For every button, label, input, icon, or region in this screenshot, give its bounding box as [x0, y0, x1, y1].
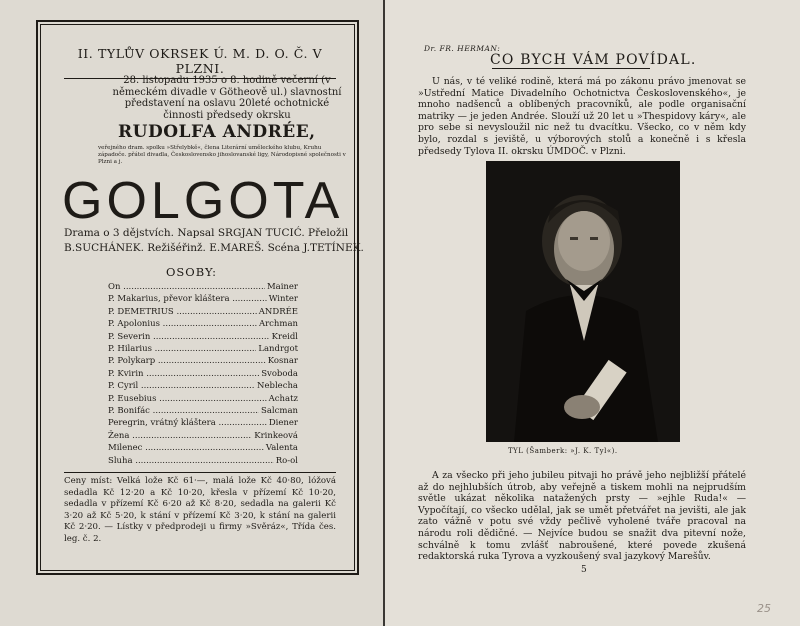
- play-credits-line-1: Drama o 3 dějstvích. Napsal SRGJAN TUCIĆ. Přeložil: [64, 227, 349, 239]
- cast-actor: Ro-ol: [275, 455, 298, 466]
- cast-row: [108, 343, 298, 355]
- cast-role: P. Severin .....: [108, 331, 270, 343]
- cast-row: [108, 455, 298, 467]
- article-paragraph-2: A za všecko při jeho jubileu pitvaji ho právě jeho nejbližší přátelé až do nejhlubších útrob, aby veřejně a tiskem mohli na nejprudším světle ukázat několika natažených prsty — »ejhle Ruda!« — Vypočítají, co všecko udělal, jak se umět přetvářet na jevišti, ale jak zato vážně v potu své vždy pečlivě vyholené tváře pracoval na národu roli dědičné. — Nejvíce budou se snažit dva pitevní nože, schválně k tomu zvlášť nabroušené, které povede zkušená redaktorská ruka Tyrova a vyzkoušený sval jazykový Marešův.: [418, 470, 746, 563]
- cast-role: P. Hilarius .....: [108, 343, 256, 355]
- cast-role: Peregrin, vrátný kláštera .....: [108, 417, 267, 429]
- cast-row: [108, 281, 298, 293]
- cast-actor: Salcman: [261, 406, 298, 417]
- cast-row: [108, 355, 298, 367]
- ticket-prices: Ceny míst: Velká lože Kč 61·—, malá lože Kč 40·80, lóžová sedadla Kč 12·20 a Kč 10·20, křesla v přízemí Kč 10·20, sedadla v přízemí Kč 6·20 až Kč 8·20, sedadla na galerii Kč 3·20 až Kč 5·20, k stání v přízemí Kč 3·20, k stání na galerii Kč 2·20. — Lístky v předprodeji u firmy »Svěráz«, Třída čes. leg. č. 2.: [64, 472, 336, 546]
- cast-row: [108, 293, 298, 305]
- cast-row: [108, 306, 298, 318]
- cast-role: P. DEMETRIUS .....: [108, 306, 257, 318]
- poster-intro: 28. listopadu 1935 o 8. hodině večerní (v německém divadle v Götheově ul.) slavnostní představení na oslavu 20leté ochotnické činnosti předsedy okrsku: [112, 75, 342, 121]
- cast-row: [108, 442, 298, 454]
- cast-row: [108, 368, 298, 380]
- cast-actor: Valenta: [265, 443, 298, 454]
- article-paragraph-1: U nás, v té veliké rodině, která má po zákonu právo jmenovat se »Ustřední Matice Divadelního Ochotnictva Československého«, je mnoho nadšenců a oblíbených pracovníků, ale podle organisační matriky — je jeden Andrée. Slouží už 20 let u »Thespidovy káry«, ale pro sebe si nevysloužil nic než tu dvacítku. Všecko, co v něm kdy bylo, rozdal s jeviště, u výborových stolů a konečně i s křesla předsedy Tylova II. okrsku ÚMDOČ. v Plzni.: [418, 76, 746, 157]
- cast-role: Milenec .....: [108, 442, 264, 454]
- cast-role: P. Apolonius .....: [108, 318, 257, 330]
- cast-actor: Neblecha: [257, 381, 298, 392]
- article-title: CO BYCH VÁM POVÍDAL.: [490, 52, 697, 68]
- cast-actor: Mainer: [266, 282, 298, 292]
- cast-row: [108, 380, 298, 392]
- cast-actor: Diener: [268, 418, 298, 429]
- portrait-illustration: [486, 161, 680, 442]
- cast-actor: Archman: [258, 319, 298, 330]
- photo-caption: TYL (Šamberk: »J. K. Tyl«).: [508, 447, 618, 455]
- article-author: Dr. FR. HERMAN:: [424, 44, 501, 53]
- cast-actor: Kosnar: [267, 356, 298, 367]
- cast-role: P. Polykarp .....: [108, 355, 266, 367]
- cast-list: [108, 281, 298, 467]
- cast-row: [108, 417, 298, 429]
- cast-role: Sluha .....: [108, 455, 274, 467]
- honoree-affiliations: veřejného dram. spolku »Střelybkě«, člena Literární uměleckého klubu, Kruhu západoče. přátel divadla, Československo jihoslovanské ligy, Národopisné společnosti v Plzni a j.: [98, 145, 346, 165]
- cast-role: Žena .....: [108, 430, 252, 442]
- poster-header: II. TYLŮV OKRSEK Ú. M. D. O. Č. V PLZNI.: [64, 46, 336, 79]
- portrait-photo: [486, 161, 680, 442]
- cast-row: [108, 430, 298, 442]
- cast-row: [108, 405, 298, 417]
- play-title: GOLGOTA: [62, 172, 344, 230]
- cast-heading: OSOBY:: [166, 265, 218, 279]
- cast-role: On .....: [108, 281, 265, 293]
- cast-role: P. Makarius, převor kláštera .....: [108, 293, 267, 305]
- cast-actor: Achatz: [268, 393, 298, 404]
- cast-actor: Svoboda: [261, 368, 298, 379]
- page-number: 5: [581, 565, 587, 575]
- cast-actor: Kreidl: [271, 331, 298, 342]
- play-credits-line-2: B.SUCHÁNEK. Režišéřinž. E.MAREŠ. Scéna J.TETÍNEK.: [64, 241, 364, 254]
- cast-actor: Landrgot: [258, 344, 298, 355]
- cast-role: P. Kvirin .....: [108, 368, 259, 380]
- cast-row: [108, 393, 298, 405]
- cast-actor: ANDRÉE: [258, 306, 298, 317]
- cast-role: P. Bonifác .....: [108, 405, 259, 417]
- cast-row: [108, 318, 298, 330]
- cast-role: P. Cyril .....: [108, 380, 255, 392]
- honoree-name: RUDOLFA ANDRÉE,: [118, 122, 316, 142]
- left-page: [0, 0, 383, 626]
- cast-row: [108, 331, 298, 343]
- cast-actor: Winter: [268, 294, 298, 305]
- cast-role: P. Eusebius .....: [108, 393, 267, 405]
- title-rule: [492, 68, 650, 69]
- cast-actor: Krinkeová: [254, 430, 298, 441]
- play-credits: [64, 226, 364, 255]
- pencil-note: 25: [757, 602, 771, 615]
